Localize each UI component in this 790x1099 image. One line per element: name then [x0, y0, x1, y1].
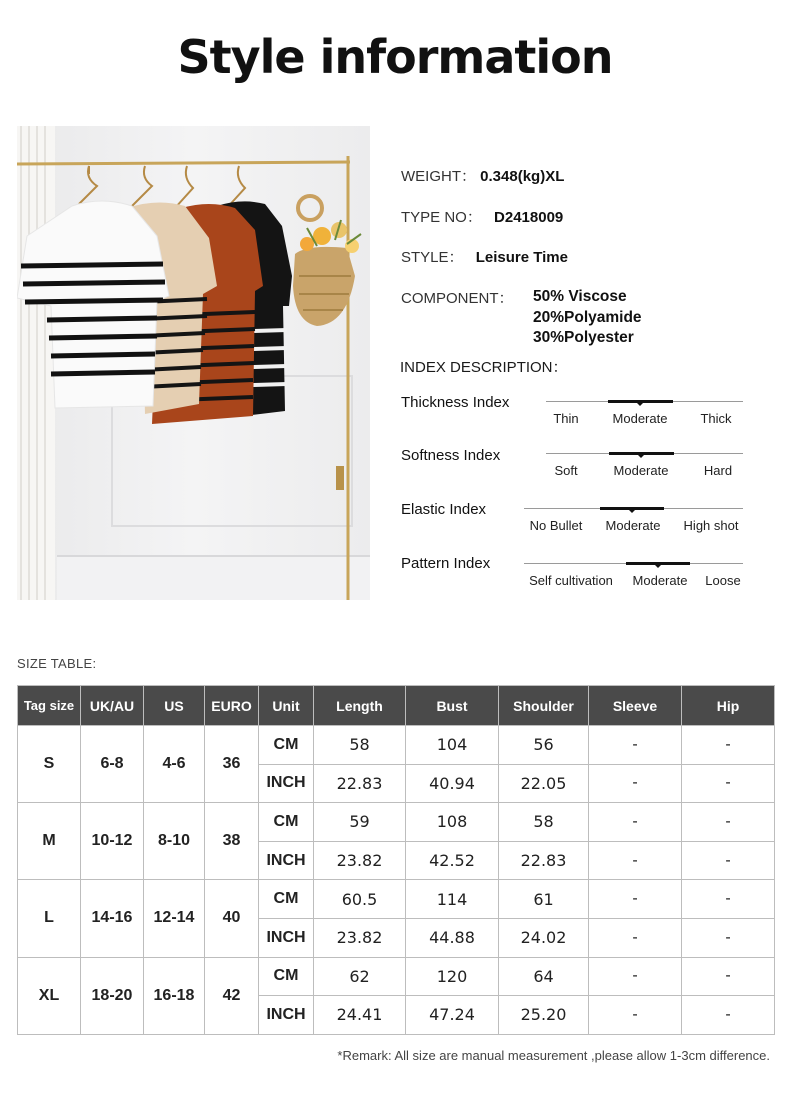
euro-cell: 42 — [205, 957, 259, 1034]
sleeve-cell: - — [589, 803, 682, 842]
tag-size-cell: S — [18, 726, 81, 803]
hip-cell: - — [682, 880, 775, 919]
unit-cell: INCH — [259, 918, 314, 957]
length-cell: 23.82 — [314, 841, 406, 880]
length-cell: 24.41 — [314, 996, 406, 1035]
weight-row — [401, 165, 564, 186]
header-euro: EURO — [205, 686, 259, 726]
shoulder-cell: 56 — [499, 726, 589, 765]
type-value: D2418009 — [494, 209, 564, 226]
shoulder-cell: 24.02 — [499, 918, 589, 957]
table-row — [18, 880, 775, 919]
table-header-row — [18, 686, 775, 726]
unit-cell: INCH — [259, 996, 314, 1035]
header-shoulder: Shoulder — [499, 686, 589, 726]
header-sleeve: Sleeve — [589, 686, 682, 726]
hip-cell: - — [682, 803, 775, 842]
table-row — [18, 803, 775, 842]
sleeve-cell: - — [589, 880, 682, 919]
table-row — [18, 957, 775, 996]
us-cell: 4-6 — [144, 726, 205, 803]
hip-cell: - — [682, 918, 775, 957]
scale-option: Soft — [554, 463, 578, 478]
shoulder-cell: 25.20 — [499, 996, 589, 1035]
hip-cell: - — [682, 996, 775, 1035]
uk-au-cell: 14-16 — [81, 880, 144, 957]
scale-option: Thin — [553, 411, 579, 426]
us-cell: 8-10 — [144, 803, 205, 880]
thickness-index-label: Thickness Index — [401, 394, 510, 411]
bust-cell: 104 — [406, 726, 499, 765]
component-row — [401, 287, 781, 349]
sleeve-cell: - — [589, 996, 682, 1035]
pattern-index-scale — [524, 563, 743, 593]
scale-option: Thick — [700, 411, 732, 426]
softness-index-label: Softness Index — [401, 447, 501, 464]
bust-cell: 114 — [406, 880, 499, 919]
type-label: TYPE NO： — [401, 209, 482, 226]
sleeve-cell: - — [589, 726, 682, 765]
size-table-label: SIZE TABLE: — [17, 656, 97, 671]
unit-cell: INCH — [259, 764, 314, 803]
uk-au-cell: 10-12 — [81, 803, 144, 880]
component-values — [533, 287, 642, 349]
style-label: STYLE： — [401, 249, 464, 266]
euro-cell: 36 — [205, 726, 259, 803]
thickness-index-scale — [546, 401, 743, 431]
length-cell: 59 — [314, 803, 406, 842]
bust-cell: 47.24 — [406, 996, 499, 1035]
scale-option: Hard — [703, 463, 733, 478]
us-cell: 16-18 — [144, 957, 205, 1034]
tag-size-cell: XL — [18, 957, 81, 1034]
type-row — [401, 206, 563, 227]
hip-cell: - — [682, 764, 775, 803]
weight-label: WEIGHT： — [401, 168, 476, 185]
tag-size-cell: M — [18, 803, 81, 880]
bust-cell: 44.88 — [406, 918, 499, 957]
bust-cell: 108 — [406, 803, 499, 842]
header-unit: Unit — [259, 686, 314, 726]
header-tag-size: Tag size — [18, 686, 81, 726]
us-cell: 12-14 — [144, 880, 205, 957]
scale-option: Self cultivation — [529, 573, 613, 588]
weight-value: 0.348(kg)XL — [480, 168, 565, 185]
sleeve-cell: - — [589, 764, 682, 803]
scale-option: Moderate — [605, 518, 661, 533]
component-value: 20%Polyamide — [533, 308, 642, 326]
length-cell: 22.83 — [314, 764, 406, 803]
scale-option: Moderate — [612, 411, 668, 426]
shoulder-cell: 58 — [499, 803, 589, 842]
length-cell: 62 — [314, 957, 406, 996]
hip-cell: - — [682, 841, 775, 880]
hip-cell: - — [682, 957, 775, 996]
softness-index-scale — [546, 453, 743, 483]
scale-option: No Bullet — [529, 518, 583, 533]
unit-cell: CM — [259, 880, 314, 919]
uk-au-cell: 6-8 — [81, 726, 144, 803]
component-value: 30%Polyester — [533, 329, 634, 346]
header-us: US — [144, 686, 205, 726]
sleeve-cell: - — [589, 918, 682, 957]
header-hip: Hip — [682, 686, 775, 726]
component-value: 50% Viscose — [533, 288, 627, 305]
shoulder-cell: 22.05 — [499, 764, 589, 803]
uk-au-cell: 18-20 — [81, 957, 144, 1034]
pattern-index-label: Pattern Index — [401, 555, 491, 572]
hip-cell: - — [682, 726, 775, 765]
remark-note: *Remark: All size are manual measurement ,please allow 1-3cm difference. — [337, 1048, 770, 1063]
length-cell: 23.82 — [314, 918, 406, 957]
size-table — [17, 685, 775, 1035]
header-bust: Bust — [406, 686, 499, 726]
style-value: Leisure Time — [475, 249, 568, 266]
index-description-label: INDEX DESCRIPTION： — [400, 359, 568, 376]
elastic-index-label: Elastic Index — [401, 501, 487, 518]
bust-cell: 42.52 — [406, 841, 499, 880]
bust-cell: 40.94 — [406, 764, 499, 803]
tag-size-cell: L — [18, 880, 81, 957]
length-cell: 60.5 — [314, 880, 406, 919]
sleeve-cell: - — [589, 841, 682, 880]
style-row — [401, 246, 568, 267]
header-uk-au: UK/AU — [81, 686, 144, 726]
component-label: COMPONENT： — [401, 290, 514, 307]
length-cell: 58 — [314, 726, 406, 765]
shoulder-cell: 64 — [499, 957, 589, 996]
unit-cell: CM — [259, 726, 314, 765]
euro-cell: 40 — [205, 880, 259, 957]
header-length: Length — [314, 686, 406, 726]
elastic-index-scale — [524, 508, 743, 538]
unit-cell: CM — [259, 957, 314, 996]
bust-cell: 120 — [406, 957, 499, 996]
unit-cell: CM — [259, 803, 314, 842]
scale-option: Moderate — [632, 573, 688, 588]
scale-option: High shot — [683, 518, 739, 533]
sleeve-cell: - — [589, 957, 682, 996]
scale-option: Loose — [705, 573, 741, 588]
unit-cell: INCH — [259, 841, 314, 880]
page-title: Style information — [177, 30, 613, 84]
shoulder-cell: 22.83 — [499, 841, 589, 880]
product-photo — [17, 126, 370, 600]
shoulder-cell: 61 — [499, 880, 589, 919]
table-row — [18, 726, 775, 765]
euro-cell: 38 — [205, 803, 259, 880]
scale-option: Moderate — [613, 463, 669, 478]
